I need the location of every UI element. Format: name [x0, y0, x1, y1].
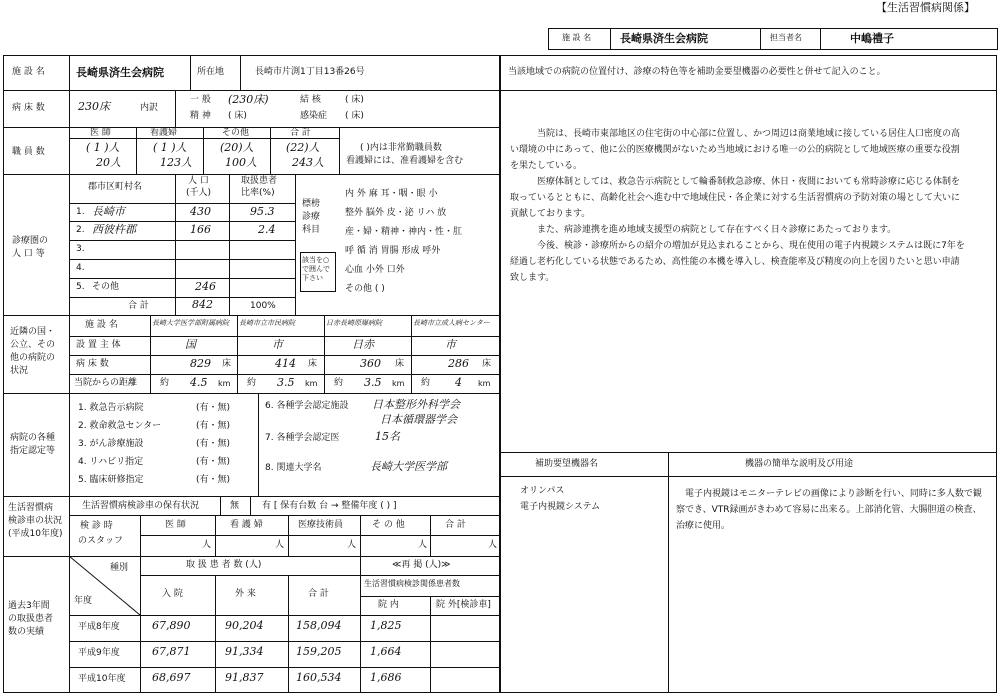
staff-total-header: 合 計 — [290, 128, 311, 138]
nearby-label-4: 状況 — [10, 366, 29, 376]
staff-other-full: 100人 — [225, 156, 257, 169]
beds-breakdown-label: 内訳 — [140, 103, 159, 113]
bed-unit: 床 — [395, 359, 405, 369]
narrative-paragraph-1: 当院は、長崎市東部地区の住宅街の中心部に位置し、かつ周辺は商業地域に接している居住人口密度の高い環境の中にあって、他に公的医療機関がないため当地域における唯一の公的病院として地域医療の重要な役割を果たしている。 — [510, 129, 961, 171]
vehicle-other-header: そ の 他 — [372, 520, 405, 530]
nearby-beds-header: 病 床 数 — [76, 359, 109, 369]
designation-value: (有・無) — [196, 421, 231, 431]
vehicle-nurse-unit: 人 — [275, 540, 285, 550]
patients-outpatient: 90,204 — [225, 619, 264, 632]
row-no: 4. — [76, 263, 85, 273]
dist-unit: km — [478, 379, 491, 388]
designation-8-label: 8. 関連大学名 — [265, 463, 322, 473]
narrative-body — [510, 126, 965, 286]
designations-label-1: 病院の各種 — [10, 433, 56, 443]
patients-label-3: 数の実績 — [8, 627, 45, 637]
staff-nurse-full: 123人 — [160, 156, 192, 169]
dist-prefix: 約 — [421, 378, 431, 388]
narrative-paragraph-4: 今後、検診・診療所からの紹介の増加が見込まれることから、現在使用の電子内視鏡システムは既に7年を経過し老朽化している状態であるため、高性能の本機を導入し、検査能率及び精度の向上を図りたいと思い申請致します。 — [510, 241, 965, 283]
designation-7-value: 15名 — [375, 430, 400, 443]
patients-inpatient: 67,871 — [152, 645, 191, 658]
equipment-maker: オリンパス — [520, 486, 565, 496]
row-no: 2. — [76, 225, 85, 235]
beds-general: (230床) — [228, 93, 269, 106]
vehicle-doctor-header: 医 師 — [165, 520, 186, 530]
patients-year-label: 年度 — [74, 596, 93, 606]
catchment-pop-header-2: (千人) — [186, 188, 212, 198]
catchment-ratio-header-1: 取扱患者 — [241, 176, 278, 186]
nearby-distance-header: 当院からの距離 — [74, 378, 138, 388]
patients-hosp-in-header: 院 内 — [378, 600, 399, 610]
area-pop: 430 — [190, 205, 211, 218]
beds-general-label: 一 般 — [190, 95, 211, 105]
equipment-name: 電子内視鏡システム — [520, 502, 601, 512]
equipment-desc-header: 機器の簡単な説明及び用途 — [745, 459, 854, 469]
row-no: 5. — [76, 282, 85, 292]
patients-year: 平成9年度 — [78, 648, 120, 658]
staff-other-header: その他 — [222, 128, 250, 138]
header-facility-label: 施 設 名 — [562, 33, 592, 42]
designation-7-label: 7. 各種学会認定医 — [265, 433, 340, 443]
hospital-name: 日赤長崎原爆病院 — [326, 319, 382, 327]
staff-total-full: 243人 — [292, 156, 324, 169]
beds-tb-label: 結 核 — [300, 95, 321, 105]
designation-6-value-1: 日本整形外科学会 — [372, 398, 460, 411]
vehicle-tech-header: 医療技術員 — [298, 520, 344, 530]
patients-rehist-header: ≪再 掲 (人)≫ — [392, 560, 451, 570]
narrative-paragraph-2: 医療体制としては、救急告示病院として輪番制救急診療、休日・夜間においても常時診療に応じる体制を取っているとともに、高齢化社会へ進む中で地域住民・各企業に対する生活習慣病の予防対策の場として大いに貢献しております。 — [510, 177, 961, 219]
dist-prefix: 約 — [160, 378, 170, 388]
designation-8-value: 長崎大学医学部 — [370, 460, 447, 473]
hospital-distance: 3.5 — [364, 376, 382, 389]
patients-lifestyle-header: 生活習慣病検診関係患者数 — [364, 579, 460, 588]
subjects-label-3: 科目 — [302, 225, 321, 235]
designation-value: (有・無) — [196, 475, 231, 485]
bed-unit: 床 — [222, 359, 232, 369]
staff-doctor-part: ( 1 )人 — [86, 141, 120, 154]
staff-total-part: (22)人 — [286, 141, 320, 154]
dist-unit: km — [218, 379, 231, 388]
patients-total: 160,534 — [296, 671, 342, 684]
area-ratio: 95.3 — [250, 205, 275, 218]
area-ratio: 2.4 — [258, 223, 276, 236]
patients-count-header: 取 扱 患 者 数 (人) — [186, 560, 262, 570]
row-no: 1. — [76, 207, 85, 217]
header-person-label: 担当者名 — [770, 33, 802, 42]
vehicle-total-unit: 人 — [488, 540, 498, 550]
beds-tb: ( 床) — [345, 95, 364, 105]
vehicle-possession: 生活習慣病検診車の保有状況 — [82, 501, 200, 511]
nearby-label-1: 近隣の国・ — [10, 327, 56, 337]
patients-outpatient: 91,837 — [225, 671, 264, 684]
subjects-line-4: 呼 循 消 胃腸 形成 呼外 — [345, 246, 441, 256]
beds-label: 病 床 数 — [12, 103, 45, 113]
hospital-beds: 414 — [275, 357, 296, 370]
vehicle-tech-unit: 人 — [347, 540, 357, 550]
hospital-beds: 286 — [448, 357, 469, 370]
designation-value: (有・無) — [196, 403, 231, 413]
patients-label-2: の取扱患者 — [8, 614, 54, 624]
vehicle-nurse-header: 看 護 婦 — [230, 520, 263, 530]
designation-value: (有・無) — [196, 457, 231, 467]
staff-note-1: ( )内は非常勤職員数 — [360, 143, 442, 153]
patients-inpatient: 67,890 — [152, 619, 191, 632]
area-name: その他 — [92, 282, 120, 292]
area-name: 長崎市 — [92, 205, 125, 218]
beds-psych-label: 精 神 — [190, 111, 211, 121]
beds-psych: ( 床) — [228, 111, 247, 121]
nearby-facility-header: 施 設 名 — [85, 320, 118, 330]
nearby-label-3: 他の病院の — [10, 353, 56, 363]
patients-hosp-in: 1,664 — [370, 645, 402, 658]
designation-text: 5. 臨床研修指定 — [78, 475, 144, 485]
catchment-pop-header-1: 人 口 — [188, 176, 209, 186]
catchment-label-2: 人 口 等 — [12, 249, 45, 259]
catchment-ratio-header-2: 比率(%) — [241, 188, 275, 198]
facility-label: 施 設 名 — [12, 67, 45, 77]
designation-text: 4. リハビリ指定 — [78, 457, 144, 467]
staff-label: 職 員 数 — [12, 147, 45, 157]
patients-total: 158,094 — [296, 619, 342, 632]
facility-name: 長崎県済生会病院 — [76, 66, 164, 79]
designations-label-2: 指定認定等 — [10, 446, 56, 456]
hospital-name: 長崎大学医学部附属病院 — [152, 319, 229, 327]
vehicle-total-header: 合 計 — [445, 520, 466, 530]
dist-prefix: 約 — [247, 378, 257, 388]
row-no: 3. — [76, 244, 85, 254]
area-pop: 166 — [190, 223, 211, 236]
staff-nurse-part: ( 1 )人 — [153, 141, 187, 154]
hospital-distance: 3.5 — [277, 376, 295, 389]
narrative-prompt: 当該地域での病院の位置付け、診療の特色等を補助金要望機器の必要性と併せて記入のこと。 — [508, 67, 886, 77]
patients-hosp-in: 1,825 — [370, 619, 402, 632]
patients-label-1: 過去3年間 — [8, 601, 50, 611]
catchment-total-label: 合 計 — [128, 301, 149, 311]
subjects-note: 該当を○で囲んで下さい — [302, 256, 330, 282]
equipment-description: 電子内視鏡はモニターテレビの画像により診断を行い、同時に多人数で観察でき、VTR録画がきわめて容易に出来る。上部消化管、大腸胆道の検査、治療に使用。 — [676, 489, 982, 531]
subjects-label-2: 診療 — [302, 212, 321, 222]
hospital-founder: 市 — [445, 338, 456, 351]
hospital-beds: 829 — [190, 357, 211, 370]
patients-inpatient: 68,697 — [152, 671, 191, 684]
staff-nurse-header: 看護婦 — [150, 128, 178, 138]
vehicle-staff-label-2: のスタッフ — [78, 536, 124, 546]
vehicle-label-1: 生活習慣病 — [8, 503, 54, 513]
bed-unit: 床 — [308, 359, 318, 369]
vehicle-label-2: 検診車の状況 — [8, 516, 63, 526]
patients-year: 平成8年度 — [78, 622, 120, 632]
subjects-line-3: 産・婦・精神・神内・性・肛 — [345, 227, 463, 237]
staff-other-part: (20)人 — [220, 141, 254, 154]
hospital-name: 長崎市立市民病院 — [239, 319, 295, 327]
vehicle-label-3: (平成10年度) — [8, 529, 63, 539]
hospital-distance: 4 — [455, 376, 462, 389]
designation-text: 3. がん診療施設 — [78, 439, 144, 449]
catchment-area-header: 郡市区町村名 — [88, 182, 143, 192]
bed-unit: 床 — [482, 359, 492, 369]
dist-unit: km — [392, 379, 405, 388]
patients-type-label: 種別 — [110, 563, 129, 573]
area-pop: 246 — [195, 280, 216, 293]
designation-6-value-2: 日本循環器学会 — [380, 413, 457, 426]
vehicle-has: 有 [ 保有台数 台 → 整備年度 ( ) ] — [262, 501, 397, 511]
vehicle-none: 無 — [230, 501, 240, 511]
catchment-total-ratio: 100% — [250, 301, 276, 311]
staff-doctor-header: 医 師 — [90, 128, 111, 138]
beds-infect-label: 感染症 — [300, 111, 328, 121]
subjects-line-1: 内 外 麻 耳・咽・眼 小 — [345, 189, 438, 199]
hospital-founder: 国 — [185, 338, 196, 351]
hospital-distance: 4.5 — [190, 376, 208, 389]
nearby-founder-header: 設 置 主 体 — [76, 340, 121, 350]
nearby-label-2: 公立、その — [10, 340, 56, 350]
hospital-beds: 360 — [360, 357, 381, 370]
form-category-tag: 【生活習慣病関係】 — [876, 1, 975, 14]
patients-year: 平成10年度 — [78, 674, 126, 684]
designation-text: 1. 救急告示病院 — [78, 403, 144, 413]
narrative-paragraph-3: また、病診連携を進め地域支援型の病院として存在すべく日々診療にあたっております。 — [537, 225, 897, 235]
vehicle-staff-label-1: 検 診 時 — [80, 521, 113, 531]
subjects-label-1: 標榜 — [302, 199, 321, 209]
equipment-name-header: 補助要望機器名 — [535, 459, 599, 469]
patients-total: 159,205 — [296, 645, 342, 658]
designation-value: (有・無) — [196, 439, 231, 449]
staff-note-2: 看護婦には、准看護婦を含む — [346, 156, 464, 166]
designation-text: 2. 救命救急センター — [78, 421, 162, 431]
designation-6-label: 6. 各種学会認定施設 — [265, 401, 349, 411]
patients-hosp-out-header: 院 外[検診車] — [436, 600, 491, 610]
beds-infect: ( 床) — [345, 111, 364, 121]
hospital-name: 長崎市立成人病センター — [413, 319, 490, 327]
address-value: 長崎市片渕1丁目13番26号 — [255, 67, 365, 77]
hospital-founder: 日赤 — [352, 338, 374, 351]
patients-hosp-in: 1,686 — [370, 671, 402, 684]
subjects-line-2: 整外 脳外 皮・泌 リハ 放 — [345, 208, 447, 218]
area-name: 西彼杵郡 — [92, 223, 136, 236]
patients-outpatient-header: 外 来 — [235, 589, 256, 599]
subjects-line-6: その他 ( ) — [345, 284, 385, 294]
patients-inpatient-header: 入 院 — [162, 589, 183, 599]
vehicle-other-unit: 人 — [418, 540, 428, 550]
vehicle-doctor-unit: 人 — [202, 540, 212, 550]
address-label: 所在地 — [197, 67, 225, 77]
subjects-line-5: 心血 小外 口外 — [345, 265, 405, 275]
header-facility-name: 長崎県済生会病院 — [620, 32, 708, 45]
patients-outpatient: 91,334 — [225, 645, 264, 658]
hospital-founder: 市 — [272, 338, 283, 351]
header-person-name: 中嶋禮子 — [850, 32, 894, 45]
catchment-total-pop: 842 — [192, 298, 213, 311]
catchment-label-1: 診療圏の — [12, 236, 49, 246]
patients-sum-header: 合 計 — [308, 589, 329, 599]
staff-doctor-full: 20人 — [96, 156, 121, 169]
beds-total: 230床 — [78, 100, 110, 113]
dist-unit: km — [305, 379, 318, 388]
dist-prefix: 約 — [334, 378, 344, 388]
